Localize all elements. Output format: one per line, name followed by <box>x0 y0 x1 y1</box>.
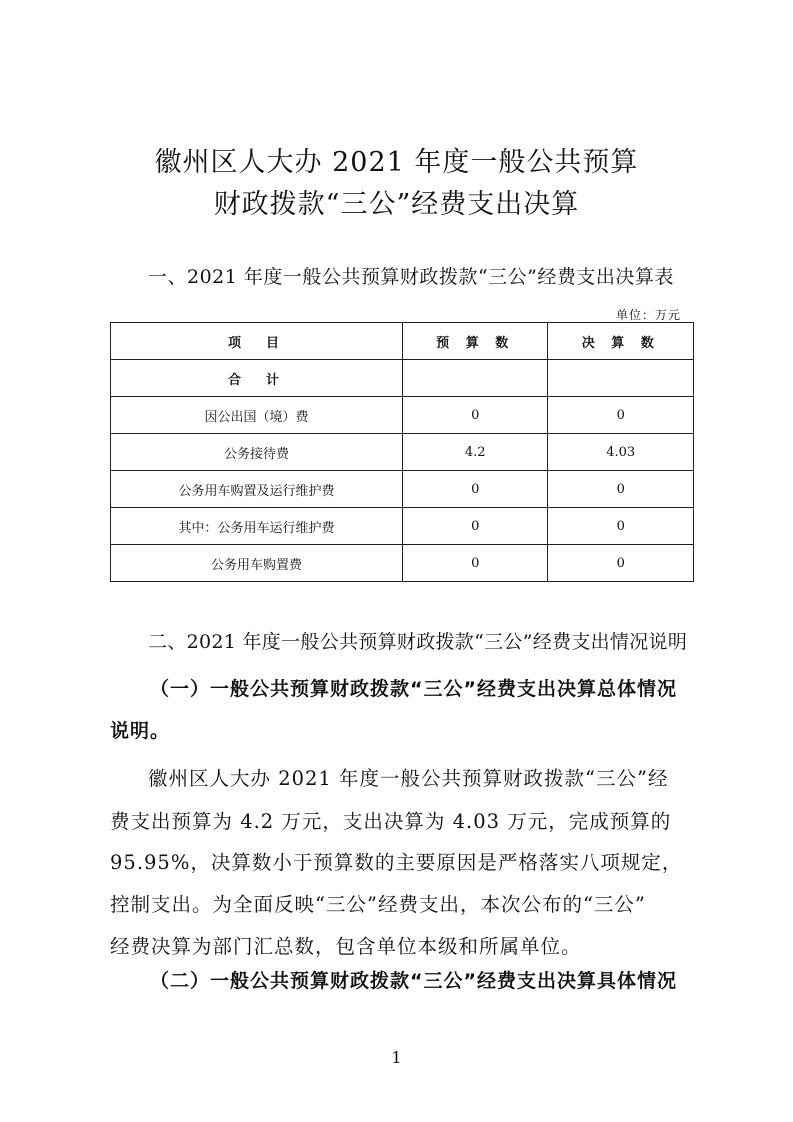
row-item: 因公出国（境）费 <box>111 397 403 434</box>
row-final: 4.03 <box>548 434 694 471</box>
row-final <box>548 360 694 397</box>
table-row <box>111 545 694 582</box>
section2-heading: 二、2021 年度一般公共预算财政拨款“三公”经费支出情况说明 <box>148 631 688 653</box>
row-budget: 0 <box>402 545 547 582</box>
row-item: 公务接待费 <box>111 434 403 471</box>
paragraph-line: 经费决算为部门汇总数，包含单位本级和所属单位。 <box>110 935 582 958</box>
row-final: 0 <box>548 508 694 545</box>
subsection1-heading-cont: 说明。 <box>110 720 171 742</box>
paragraph-line: 控制支出。为全面反映“三公”经费支出，本次公布的“三公” <box>110 893 646 916</box>
header-item: 项 目 <box>111 323 403 360</box>
table-row <box>111 397 694 434</box>
row-item: 合 计 <box>111 360 403 397</box>
budget-table <box>110 322 694 582</box>
row-item: 其中：公务用车运行维护费 <box>111 508 403 545</box>
subsection2-heading: （二）一般公共预算财政拨款“三公”经费支出决算具体情况 <box>150 970 677 992</box>
paragraph-line: 费支出预算为 4.2 万元，支出决算为 4.03 万元，完成预算的 <box>110 810 672 833</box>
table-header-row <box>111 323 694 360</box>
table-row <box>111 471 694 508</box>
section1-heading: 一、2021 年度一般公共预算财政拨款“三公”经费支出决算表 <box>148 266 674 288</box>
subsection1-heading: （一）一般公共预算财政拨款“三公”经费支出决算总体情况 <box>150 678 677 700</box>
header-final: 决 算 数 <box>548 323 694 360</box>
row-budget: 0 <box>402 397 547 434</box>
row-final: 0 <box>548 471 694 508</box>
row-budget: 0 <box>402 508 547 545</box>
unit-label: 单位：万元 <box>615 308 681 322</box>
table-row-total <box>111 360 694 397</box>
paragraph-line: 徽州区人大办 2021 年度一般公共预算财政拨款“三公”经 <box>148 767 669 790</box>
row-item: 公务用车购置费 <box>111 545 403 582</box>
page-number: 1 <box>391 1048 402 1067</box>
row-final: 0 <box>548 545 694 582</box>
table-row <box>111 508 694 545</box>
paragraph-line: 95.95%，决算数小于预算数的主要原因是严格落实八项规定， <box>110 851 683 874</box>
header-budget: 预 算 数 <box>402 323 547 360</box>
row-item: 公务用车购置及运行维护费 <box>111 471 403 508</box>
row-budget: 4.2 <box>402 434 547 471</box>
document-title-line2: 财政拨款“三公”经费支出决算 <box>213 189 580 220</box>
row-budget <box>402 360 547 397</box>
table-row <box>111 434 694 471</box>
row-final: 0 <box>548 397 694 434</box>
row-budget: 0 <box>402 471 547 508</box>
document-title-line1: 徽州区人大办 2021 年度一般公共预算 <box>154 147 639 178</box>
